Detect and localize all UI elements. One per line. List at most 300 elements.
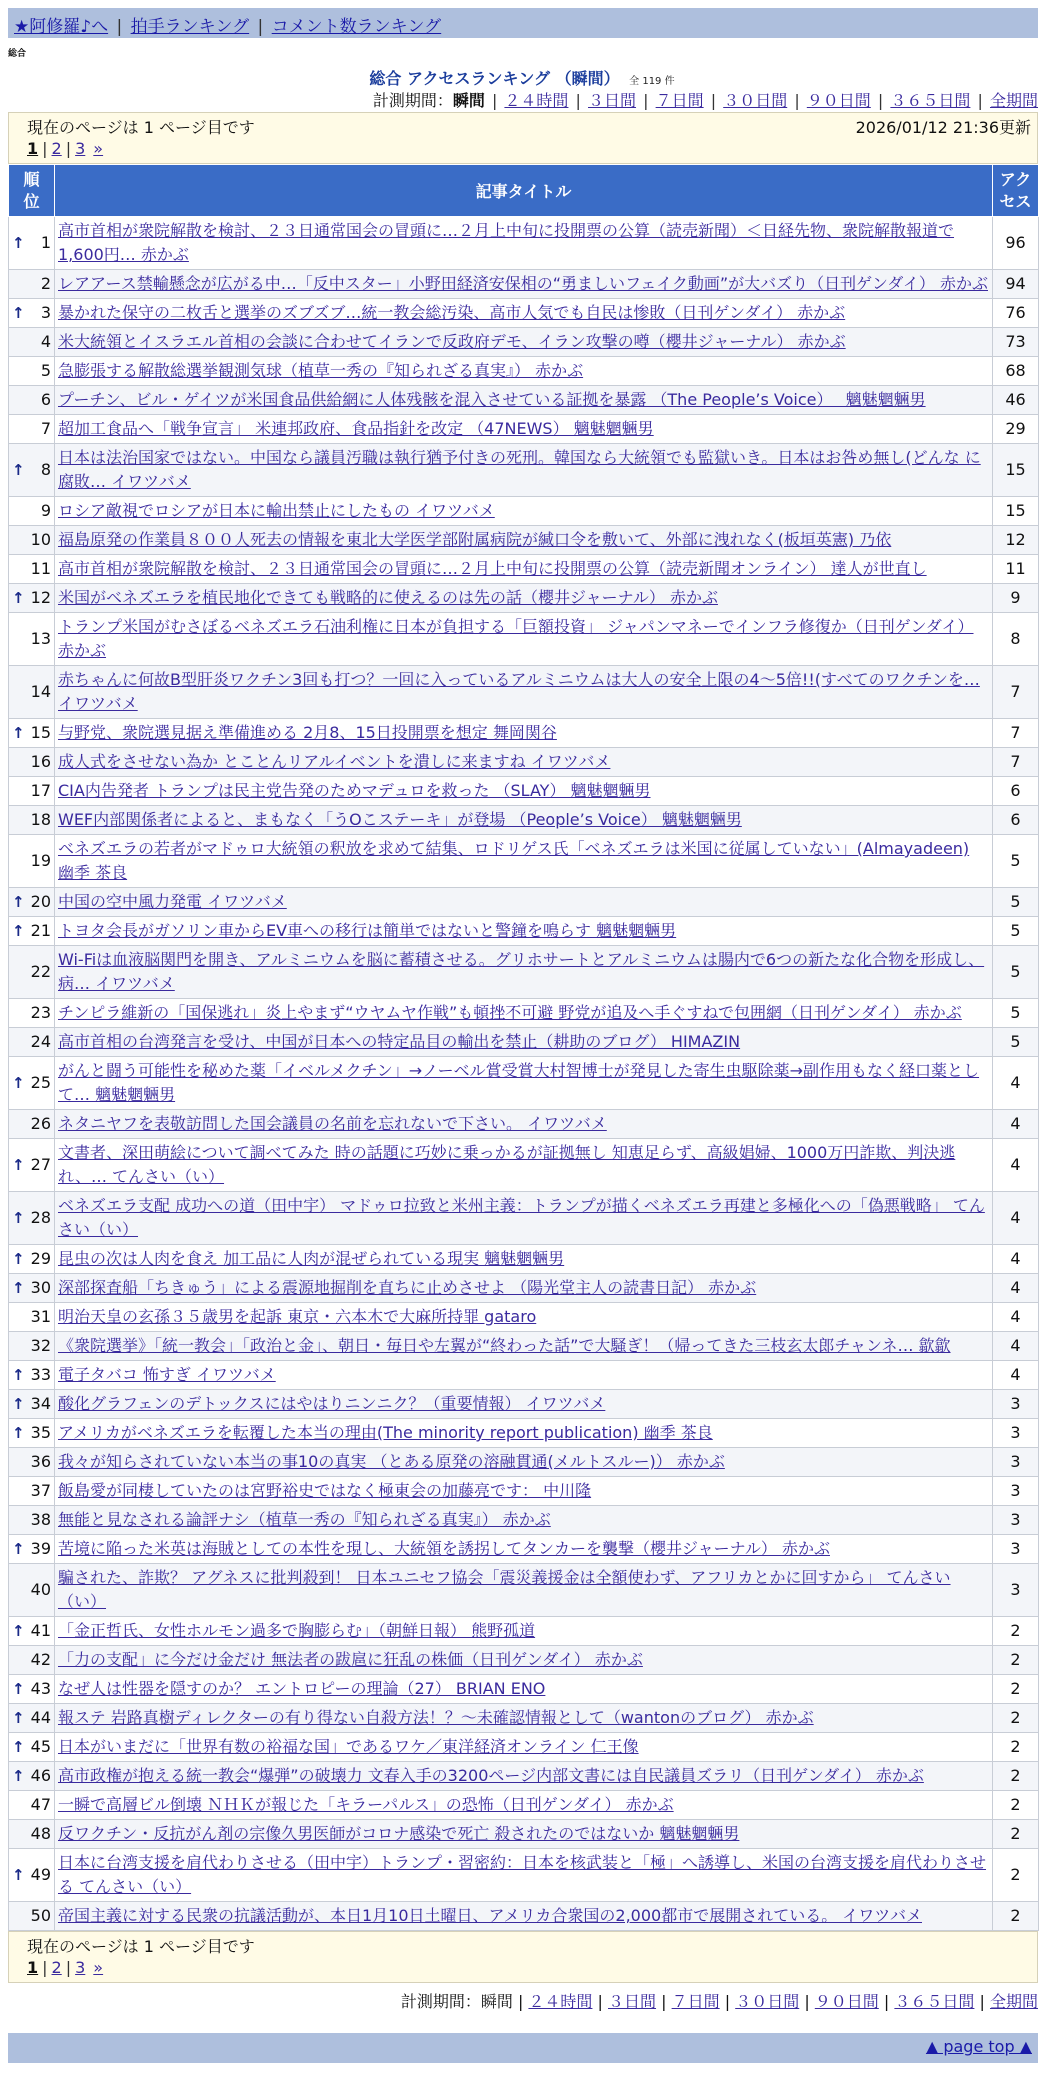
article-title-link[interactable]: 我々が知らされていない本当の事10の真実 （とある原発の溶融貫通(メルトスルー)） 赤かぶ (58, 1452, 725, 1471)
period-separator: | (710, 91, 717, 110)
table-row (9, 1139, 1039, 1192)
article-title-link[interactable]: 報ステ 岩路真樹ディレクターの有り得ない自殺方法！？～未確認情報として（wantonのブログ） 赤かぶ (58, 1708, 814, 1727)
pager-current-page: 1 (27, 1958, 39, 1977)
article-title-link[interactable]: なぜ人は性器を隠すのか？ エントロピーの理論（27） BRIAN ENO (58, 1679, 546, 1698)
table-row (9, 1535, 1039, 1564)
rank-up-arrow-icon: ↑ (12, 1156, 25, 1174)
title-cell (55, 1902, 993, 1931)
period-separator: | (643, 91, 649, 110)
article-title-link[interactable]: 日本は法治国家ではない。中国なら議員汚職は執行猶予付きの死刑。韓国なら大統領でも監獄いき。日本はお咎め無し(どんな に腐敗… イワツバメ (58, 448, 981, 491)
access-count: 73 (993, 328, 1039, 357)
rank-cell (9, 270, 55, 299)
title-cell (55, 526, 993, 555)
table-row (9, 1564, 1039, 1617)
rank-cell (9, 1390, 55, 1419)
rank-cell (9, 666, 55, 719)
access-count: 46 (993, 386, 1039, 415)
article-title-link[interactable]: 「金正哲氏、女性ホルモン過多で胸膨らむ」（朝鮮日報） 熊野孤道 (58, 1621, 536, 1640)
table-row (9, 1506, 1039, 1535)
article-title-link[interactable]: 米大統領とイスラエル首相の会談に合わせてイランで反政府デモ、イラン攻撃の噂（櫻井ジャーナル） 赤かぶ (58, 332, 846, 351)
access-count: 15 (993, 444, 1039, 497)
article-title-link[interactable]: 暴かれた保守の二枚舌と選挙のズブズブ…統一教会総汚染、高市人気でも自民は惨敗（日刊ゲンダイ） 赤かぶ (58, 303, 846, 322)
access-count: 6 (993, 806, 1039, 835)
table-row (9, 777, 1039, 806)
table-row (9, 497, 1039, 526)
access-count: 4 (993, 1332, 1039, 1361)
period-option-link[interactable]: 全期間 (989, 1992, 1038, 2011)
title-cell (55, 1733, 993, 1762)
article-title-link[interactable]: 明治天皇の玄孫３５歳男を起訴 東京・六本木で大麻所持罪 gataro (58, 1307, 537, 1326)
title-cell (55, 357, 993, 386)
period-option-link[interactable]: ３６５日間 (894, 1992, 975, 2011)
period-selector-bottom (0, 1989, 1038, 2013)
article-title-link[interactable]: 高市政権が抱える統一教会“爆弾”の破壊力 文春入手の3200ページ内部文書には自民議員ズラリ（日刊ゲンダイ） 赤かぶ (58, 1766, 924, 1785)
article-title-link[interactable]: ロシア敵視でロシアが日本に輸出禁止にしたもの イワツバメ (58, 501, 495, 520)
title-cell (55, 217, 993, 270)
rank-cell (9, 555, 55, 584)
title-cell (55, 1704, 993, 1733)
article-title-link[interactable]: 反ワクチン・反抗がん剤の宗像久男医師がコロナ感染で死亡 殺されたのではないか 魑魅魍魎男 (58, 1824, 740, 1843)
table-row (9, 1390, 1039, 1419)
access-count: 2 (993, 1902, 1039, 1931)
period-separator: | (883, 1992, 890, 2011)
access-count: 3 (993, 1564, 1039, 1617)
title-cell (55, 1245, 993, 1274)
period-option-link[interactable]: ７日間 (671, 1992, 720, 2011)
title-cell (55, 917, 993, 946)
bottom-bar (8, 2033, 1038, 2063)
article-title-link[interactable]: 昆虫の次は人肉を食え 加工品に人肉が混ぜられている現実 魑魅魍魎男 (58, 1249, 565, 1268)
rank-cell (9, 917, 55, 946)
rank-cell (9, 1849, 55, 1902)
title-cell (55, 1506, 993, 1535)
page-top-link[interactable]: ▲ page top ▲ (925, 2037, 1032, 2056)
article-title-link[interactable]: チンピラ維新の「国保逃れ」炎上やまず“ウヤムヤ作戦”も頓挫不可避 野党が追及へ手ぐすねで包囲網（日刊ゲンダイ） 赤かぶ (58, 1003, 962, 1022)
article-title-link[interactable]: 高市首相の台湾発言を受け、中国が日本への特定品目の輸出を禁止（耕助のブログ） HIMAZIN (58, 1032, 741, 1051)
item-count: 全 119 件 (629, 76, 675, 87)
rank-cell (9, 415, 55, 444)
rank-cell (9, 1419, 55, 1448)
rank-number: 50 (30, 1906, 51, 1925)
rank-cell (9, 1791, 55, 1820)
title-cell (55, 1110, 993, 1139)
article-title-link[interactable]: 高市首相が衆院解散を検討、２３日通常国会の冒頭に…２月上中旬に投開票の公算（読売新聞オンライン） 達人が世直し (58, 559, 927, 578)
title-cell (55, 748, 993, 777)
title-cell (55, 1390, 993, 1419)
article-title-link[interactable]: 福島原発の作業員８００人死去の情報を東北大学医学部附属病院が緘口令を敷いて、外部に洩れなく(板垣英憲) 乃依 (58, 530, 892, 549)
title-cell (55, 999, 993, 1028)
pager-top (8, 112, 1038, 164)
rank-cell (9, 1506, 55, 1535)
title-cell (55, 270, 993, 299)
article-title-link[interactable]: 一瞬で高層ビル倒壊 ＮＨＫが報じた「キラーパルス」の恐怖（日刊ゲンダイ） 赤かぶ (58, 1795, 674, 1814)
title-cell (55, 1791, 993, 1820)
rank-up-arrow-icon: ↑ (12, 893, 25, 911)
access-column-header: アクセス (993, 165, 1039, 217)
article-title-link[interactable]: 酸化グラフェンのデトックスにはやはりニンニク？（重要情報） イワツバメ (58, 1394, 606, 1413)
article-title-link[interactable]: 成人式をさせない為か とことんリアルイベントを潰しに来ますね イワツバメ (58, 752, 611, 771)
pager-page-link[interactable]: 2 (51, 139, 62, 158)
period-option-link[interactable]: ２４時間 (504, 91, 569, 110)
rank-number: 24 (30, 1032, 51, 1051)
article-title-link[interactable]: 電子タバコ 怖すぎ イワツバメ (58, 1365, 276, 1384)
rank-number: 25 (30, 1073, 51, 1092)
period-label: 計測期間： (372, 91, 453, 110)
article-title-link[interactable]: 無能と見なされる論評ナシ（植草一秀の『知られざる真実』） 赤かぶ (58, 1510, 551, 1529)
rank-number: 47 (30, 1795, 51, 1814)
table-row (9, 357, 1039, 386)
article-title-link[interactable]: ベネズエラの若者がマドゥロ大統領の釈放を求めて結集、ロドリゲス氏「ベネズエラは米国に従属していない」(Almayadeen) 幽季 茶良 (58, 839, 970, 882)
rank-up-arrow-icon: ↑ (12, 1424, 25, 1442)
pager-next-link[interactable]: » (93, 1958, 104, 1977)
rank-number: 14 (30, 682, 51, 701)
title-cell (55, 1564, 993, 1617)
rank-number: 27 (30, 1155, 51, 1174)
access-count: 9 (993, 584, 1039, 613)
rank-number: 7 (40, 419, 51, 438)
table-row (9, 299, 1039, 328)
period-option-link[interactable]: ３０日間 (735, 1992, 800, 2011)
rank-cell (9, 497, 55, 526)
access-count: 2 (993, 1617, 1039, 1646)
period-label: 計測期間： (400, 1992, 481, 2011)
access-count: 5 (993, 1028, 1039, 1057)
table-row (9, 526, 1039, 555)
rank-number: 29 (30, 1249, 51, 1268)
page-status: 現在のページは 1 ページ目です (27, 118, 255, 137)
article-title-link[interactable]: 《衆院選挙》「統一教会」「政治と金」、朝日・毎日や左翼が“終わった話”で大騒ぎ！（帰ってきた三枝玄太郎チャンネ… 歙歙 (58, 1336, 951, 1355)
period-selector-top (0, 88, 1038, 112)
rank-cell (9, 357, 55, 386)
rank-up-arrow-icon: ↑ (12, 1680, 25, 1698)
table-row (9, 1733, 1039, 1762)
rank-cell (9, 1110, 55, 1139)
pager-next-link[interactable]: » (93, 139, 104, 158)
pager-separator: | (42, 1958, 48, 1977)
rank-number: 3 (40, 303, 51, 322)
rank-cell (9, 1028, 55, 1057)
article-title-link[interactable]: 高市首相が衆院解散を検討、２３日通常国会の冒頭に…２月上中旬に投開票の公算（読売新聞）＜日経先物、衆院解散報道で1,600円… 赤かぶ (58, 221, 955, 264)
table-row (9, 1303, 1039, 1332)
article-title-link[interactable]: 騙された、詐欺？ アグネスに批判殺到！ 日本ユニセフ協会「震災義援金は全額使わず、アフリカとかに回すから」 てんさい（い） (58, 1568, 951, 1611)
title-cell (55, 1419, 993, 1448)
article-title-link[interactable]: アメリカがベネズエラを転覆した本当の理由(The minority report publication) 幽季 茶良 (58, 1423, 713, 1442)
rank-number: 9 (40, 501, 51, 520)
rank-cell (9, 1361, 55, 1390)
table-row (9, 1902, 1039, 1931)
table-row (9, 1274, 1039, 1303)
rank-up-arrow-icon: ↑ (12, 304, 25, 322)
article-title-link[interactable]: 赤ちゃんに何故B型肝炎ワクチン3回も打つ？一回に入っているアルミニウムは大人の安全上限の4～5倍!!(すべてのワクチンを… イワツバメ (58, 670, 980, 713)
table-row (9, 1849, 1039, 1902)
rank-number: 42 (30, 1650, 51, 1669)
access-count: 94 (993, 270, 1039, 299)
article-title-link[interactable]: 深部探査船「ちきゅう」による震源地掘削を直ちに止めさせよ （陽光堂主人の読書日記） 赤かぶ (58, 1278, 757, 1297)
rank-cell (9, 946, 55, 999)
access-count: 2 (993, 1820, 1039, 1849)
table-row (9, 386, 1039, 415)
period-option-link[interactable]: ３０日間 (723, 91, 788, 110)
pager-bottom (8, 1931, 1038, 1983)
rank-cell (9, 999, 55, 1028)
period-separator: | (724, 1992, 731, 2011)
rank-cell (9, 328, 55, 357)
table-row (9, 555, 1039, 584)
title-cell (55, 1849, 993, 1902)
rank-cell (9, 806, 55, 835)
period-separator: | (877, 91, 884, 110)
rank-number: 1 (40, 233, 51, 252)
period-separator: | (661, 1992, 667, 2011)
rank-number: 33 (30, 1365, 51, 1384)
rank-cell (9, 1332, 55, 1361)
rank-cell (9, 1274, 55, 1303)
period-option-link[interactable]: ２４時間 (528, 1992, 593, 2011)
title-column-header: 記事タイトル (55, 165, 993, 217)
period-separator: | (804, 1992, 810, 2011)
rank-number: 48 (30, 1824, 51, 1843)
rank-up-arrow-icon: ↑ (12, 1767, 25, 1785)
table-row (9, 1704, 1039, 1733)
rank-number: 28 (30, 1208, 51, 1227)
period-separator: | (794, 91, 800, 110)
access-count: 12 (993, 526, 1039, 555)
article-title-link[interactable]: ベネズエラ支配 成功への道（田中宇） マドゥロ拉致と米州主義：トランプが描くベネズエラ再建と多極化への「偽悪戦略」 てんさい（い） (58, 1196, 985, 1239)
access-count: 3 (993, 1506, 1039, 1535)
period-separator: | (575, 91, 581, 110)
table-row (9, 917, 1039, 946)
article-title-link[interactable]: 帝国主義に対する民衆の抗議活動が、本日1月10日土曜日、アメリカ合衆国の2,000都市で展開されている。 イワツバメ (58, 1906, 922, 1925)
table-row (9, 1192, 1039, 1245)
nav-separator: | (116, 17, 123, 37)
table-row (9, 1110, 1039, 1139)
title-cell (55, 946, 993, 999)
pager-page-link[interactable]: 3 (75, 1958, 86, 1977)
access-count: 96 (993, 217, 1039, 270)
rank-number: 45 (30, 1737, 51, 1756)
title-cell (55, 613, 993, 666)
table-row (9, 748, 1039, 777)
rank-number: 5 (40, 361, 51, 380)
table-row (9, 719, 1039, 748)
rank-cell (9, 217, 55, 270)
rank-number: 8 (40, 460, 51, 479)
rank-up-arrow-icon: ↑ (12, 1738, 25, 1756)
rank-cell (9, 444, 55, 497)
rank-column-header: 順位 (9, 165, 55, 217)
rank-number: 32 (30, 1336, 51, 1355)
rank-number: 41 (30, 1621, 51, 1640)
article-title-link[interactable]: 苦境に陥った米英は海賊としての本性を現し、大統領を誘拐してタンカーを襲撃（櫻井ジャーナル） 赤かぶ (58, 1539, 830, 1558)
clap-ranking-link[interactable]: 拍手ランキング (130, 17, 250, 37)
access-count: 7 (993, 748, 1039, 777)
title-cell (55, 328, 993, 357)
pager-separator: | (42, 139, 48, 158)
article-title-link[interactable]: レアアース禁輸懸念が広がる中…「反中スター」小野田経済安保相の“勇ましいフェイク動画”が大バズり（日刊ゲンダイ） 赤かぶ (58, 274, 988, 293)
pager-separator: | (65, 1958, 72, 1977)
table-row (9, 946, 1039, 999)
rank-up-arrow-icon: ↑ (12, 1540, 25, 1558)
rank-number: 37 (30, 1481, 51, 1500)
rank-up-arrow-icon: ↑ (12, 1250, 25, 1268)
article-title-link[interactable]: ネタニヤフを表敬訪問した国会議員の名前を忘れないで下さい。 イワツバメ (58, 1114, 607, 1133)
rank-number: 38 (30, 1510, 51, 1529)
rank-number: 35 (30, 1423, 51, 1442)
title-cell (55, 1057, 993, 1110)
table-row (9, 1617, 1039, 1646)
rank-number: 11 (30, 559, 51, 578)
rank-number: 10 (30, 530, 51, 549)
rank-cell (9, 777, 55, 806)
table-row (9, 1646, 1039, 1675)
rank-number: 13 (30, 629, 51, 648)
access-count: 3 (993, 1390, 1039, 1419)
article-title-link[interactable]: トヨタ会長がガソリン車からEV車への移行は簡単ではないと警鐘を鳴らす 魑魅魍魎男 (58, 921, 677, 940)
table-row (9, 584, 1039, 613)
article-title-link[interactable]: 米国がベネズエラを植民地化できても戦略的に使えるのは先の話（櫻井ジャーナル） 赤かぶ (58, 588, 718, 607)
rank-number: 20 (30, 892, 51, 911)
period-option-link[interactable]: ７日間 (655, 91, 704, 110)
rank-up-arrow-icon: ↑ (12, 1209, 25, 1227)
article-title-link[interactable]: 「力の支配」に今だけ金だけ 無法者の跋扈に狂乱の株価（日刊ゲンダイ） 赤かぶ (58, 1650, 643, 1669)
article-title-link[interactable]: Wi-Fiは血液脳関門を開き、アルミニウムを脳に蓄積させる。グリホサートとアルミニウムは腸内で6つの新たな化合物を形成し、病… イワツバメ (58, 950, 985, 993)
access-count: 4 (993, 1361, 1039, 1390)
title-cell (55, 386, 993, 415)
pager-current-page: 1 (27, 139, 39, 158)
access-count: 7 (993, 719, 1039, 748)
period-option-link[interactable]: ３日間 (588, 91, 637, 110)
page-title (0, 66, 1044, 88)
rank-cell (9, 1675, 55, 1704)
access-count: 3 (993, 1448, 1039, 1477)
access-count: 8 (993, 613, 1039, 666)
rank-cell (9, 1564, 55, 1617)
rank-cell (9, 1646, 55, 1675)
title-cell (55, 888, 993, 917)
rank-number: 49 (30, 1865, 51, 1884)
rank-up-arrow-icon: ↑ (12, 1366, 25, 1384)
comment-ranking-link[interactable]: コメント数ランキング (271, 17, 442, 37)
article-title-link[interactable]: 超加工食品へ「戦争宣言」 米連邦政府、食品指針を改定 （47NEWS） 魑魅魍魎男 (58, 419, 654, 438)
article-title-link[interactable]: WEF内部関係者によると、まもなく「うOこステーキ」が登場 （People’s Voice） 魑魅魍魎男 (58, 810, 742, 829)
rank-up-arrow-icon: ↑ (12, 724, 25, 742)
pager-links (27, 1958, 1031, 1982)
title-cell (55, 1274, 993, 1303)
nav-separator: | (257, 17, 264, 37)
title-cell (55, 1361, 993, 1390)
rank-cell (9, 1477, 55, 1506)
access-count: 11 (993, 555, 1039, 584)
table-row (9, 1245, 1039, 1274)
title-cell (55, 1192, 993, 1245)
title-cell (55, 1675, 993, 1704)
rank-number: 40 (30, 1580, 51, 1599)
page-title-text: 総合 アクセスランキング （瞬間） (369, 69, 620, 88)
title-cell (55, 719, 993, 748)
article-title-link[interactable]: 日本に台湾支援を肩代わりさせる（田中宇）トランプ・習密約：日本を核武装と「極」へ誘導し、米国の台湾支援を肩代わりさせる てんさい（い） (58, 1853, 987, 1896)
table-row (9, 1675, 1039, 1704)
top-nav (8, 8, 1038, 38)
rank-cell (9, 1617, 55, 1646)
rank-number: 30 (30, 1278, 51, 1297)
rank-number: 43 (30, 1679, 51, 1698)
article-title-link[interactable]: CIA内告発者 トランプは民主党告発のためマデュロを救った （SLAY） 魑魅魍魎男 (58, 781, 651, 800)
period-option-link[interactable]: ３６５日間 (890, 91, 971, 110)
article-title-link[interactable]: トランプ米国がむさぼるベネズエラ石油利権に日本が負担する「巨額投資」 ジャパンマネーでインフラ修復か（日刊ゲンダイ） 赤かぶ (58, 617, 974, 660)
period-separator: | (597, 1992, 603, 2011)
rank-up-arrow-icon: ↑ (12, 1395, 25, 1413)
article-title-link[interactable]: プーチン、ビル・ゲイツが米国食品供給網に人体残骸を混入させている証拠を暴露 （The People’s Voice） 魑魅魍魎男 (58, 390, 926, 409)
article-title-link[interactable]: がんと闘う可能性を秘めた薬「イベルメクチン」→ノーベル賞受賞大村智博士が発見した寄生虫駆除薬→副作用もなく経口薬として… 魑魅魍魎男 (58, 1061, 980, 1104)
access-count: 4 (993, 1057, 1039, 1110)
table-row (9, 666, 1039, 719)
rank-cell (9, 748, 55, 777)
rank-cell (9, 835, 55, 888)
period-option-link[interactable]: 全期間 (989, 91, 1038, 110)
pager-page-link[interactable]: 2 (51, 1958, 62, 1977)
rank-number: 44 (30, 1708, 51, 1727)
rank-cell (9, 1762, 55, 1791)
access-count: 4 (993, 1274, 1039, 1303)
article-title-link[interactable]: 中国の空中風力発電 イワツバメ (58, 892, 287, 911)
title-cell (55, 1762, 993, 1791)
rank-number: 39 (30, 1539, 51, 1558)
rank-number: 17 (30, 781, 51, 800)
rank-up-arrow-icon: ↑ (12, 589, 25, 607)
rank-number: 6 (40, 390, 51, 409)
access-count: 2 (993, 1733, 1039, 1762)
rank-up-arrow-icon: ↑ (12, 1622, 25, 1640)
rank-number: 26 (30, 1114, 51, 1133)
access-count: 68 (993, 357, 1039, 386)
table-row (9, 217, 1039, 270)
period-option-link[interactable]: ３日間 (608, 1992, 657, 2011)
period-separator: | (517, 1992, 524, 2011)
article-title-link[interactable]: 日本がいまだに「世界有数の裕福な国」であるワケ／東洋経済オンライン 仁王像 (58, 1737, 639, 1756)
period-current: 瞬間 (480, 1992, 513, 2011)
rank-number: 23 (30, 1003, 51, 1022)
article-title-link[interactable]: 飯島愛が同棲していたのは宮野裕史ではなく極東会の加藤亮です： 中川隆 (58, 1481, 592, 1500)
pager-page-link[interactable]: 3 (75, 139, 86, 158)
article-title-link[interactable]: 与野党、衆院選見据え準備進める 2月8、15日投開票を想定 舞岡関谷 (58, 723, 557, 742)
rank-cell (9, 299, 55, 328)
article-title-link[interactable]: 文書者、深田萌絵について調べてみた 時の話題に巧妙に乗っかるが証拠無し 知恵足らず、高級娼婦、1000万円詐欺、判決逃れ、… てんさい（い） (58, 1143, 956, 1186)
title-cell (55, 1535, 993, 1564)
access-count: 4 (993, 1110, 1039, 1139)
title-cell (55, 1477, 993, 1506)
rank-up-arrow-icon: ↑ (12, 234, 25, 252)
access-count: 3 (993, 1535, 1039, 1564)
period-separator: | (977, 91, 983, 110)
access-count: 5 (993, 999, 1039, 1028)
access-count: 5 (993, 835, 1039, 888)
period-option-link[interactable]: ９０日間 (806, 91, 871, 110)
home-link[interactable]: ★阿修羅♪へ (14, 17, 109, 37)
access-count: 2 (993, 1849, 1039, 1902)
period-option-link[interactable]: ９０日間 (814, 1992, 879, 2011)
rank-cell (9, 1303, 55, 1332)
access-count: 4 (993, 1245, 1039, 1274)
article-title-link[interactable]: 急膨張する解散総選挙観測気球（植草一秀の『知られざる真実』） 赤かぶ (58, 361, 584, 380)
title-cell (55, 1448, 993, 1477)
table-row (9, 806, 1039, 835)
title-cell (55, 835, 993, 888)
rank-cell (9, 1820, 55, 1849)
rank-up-arrow-icon: ↑ (12, 1279, 25, 1297)
pager-separator: | (65, 139, 72, 158)
access-count: 3 (993, 1477, 1039, 1506)
title-cell (55, 1617, 993, 1646)
